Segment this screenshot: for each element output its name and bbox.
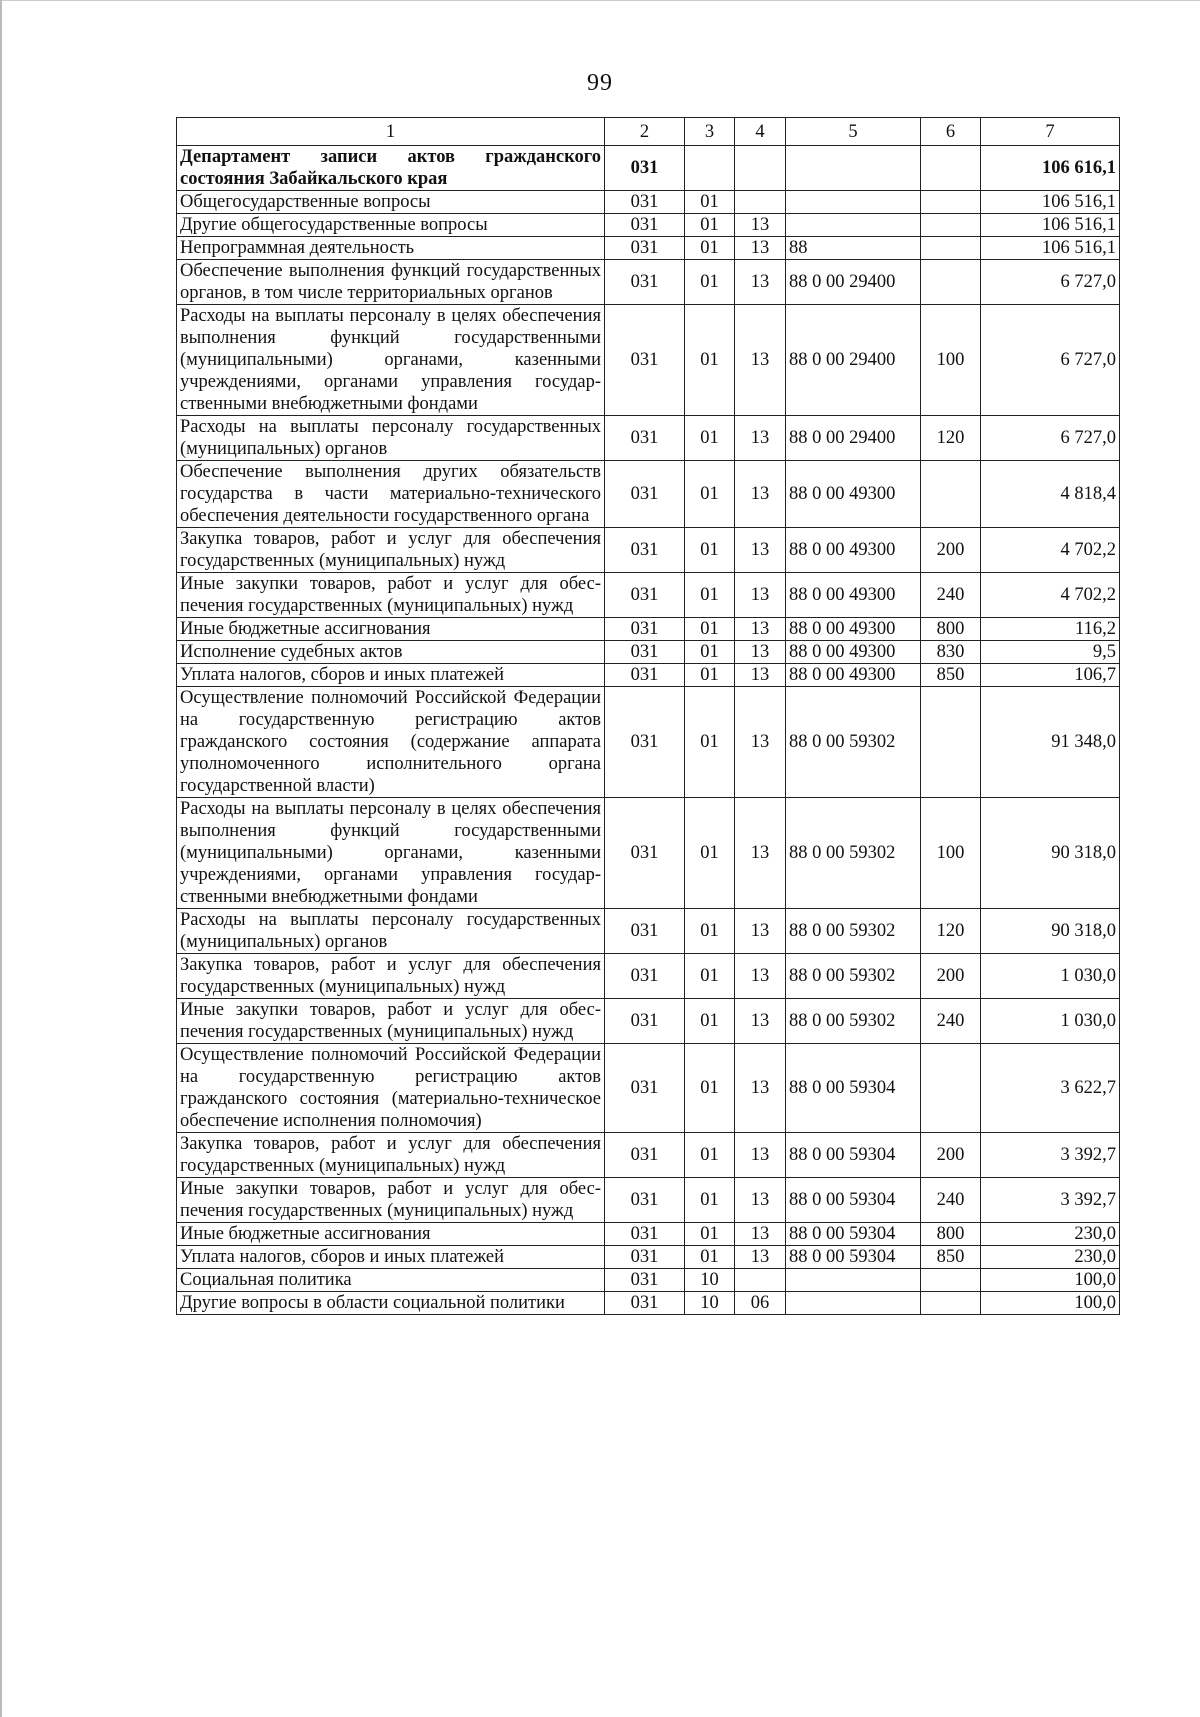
table-body bbox=[177, 146, 1120, 1315]
table-row bbox=[177, 618, 1120, 641]
row-name: Иные бюджетные ассигнования bbox=[177, 1223, 605, 1246]
row-section: 01 bbox=[685, 909, 735, 954]
row-expense-type: 850 bbox=[921, 664, 981, 687]
row-target-article: 88 0 00 29400 bbox=[786, 260, 921, 305]
row-admin-code: 031 bbox=[605, 1178, 685, 1223]
row-expense-type: 850 bbox=[921, 1246, 981, 1269]
row-expense-type: 240 bbox=[921, 573, 981, 618]
row-section bbox=[685, 146, 735, 191]
row-amount: 230,0 bbox=[981, 1223, 1120, 1246]
table-row bbox=[177, 416, 1120, 461]
table-row bbox=[177, 1044, 1120, 1133]
row-section: 01 bbox=[685, 954, 735, 999]
row-admin-code: 031 bbox=[605, 146, 685, 191]
row-admin-code: 031 bbox=[605, 305, 685, 416]
row-admin-code: 031 bbox=[605, 1044, 685, 1133]
row-name: Непрограммная деятельность bbox=[177, 237, 605, 260]
row-subsection: 13 bbox=[735, 999, 786, 1044]
table-row bbox=[177, 528, 1120, 573]
row-subsection: 13 bbox=[735, 305, 786, 416]
row-subsection: 13 bbox=[735, 641, 786, 664]
row-expense-type: 800 bbox=[921, 1223, 981, 1246]
row-name: Уплата налогов, сборов и иных платежей bbox=[177, 1246, 605, 1269]
row-name: Иные бюджетные ассигнования bbox=[177, 618, 605, 641]
row-admin-code: 031 bbox=[605, 191, 685, 214]
row-amount: 3 392,7 bbox=[981, 1133, 1120, 1178]
row-subsection: 06 bbox=[735, 1292, 786, 1315]
row-target-article: 88 0 00 59302 bbox=[786, 798, 921, 909]
row-subsection: 13 bbox=[735, 1246, 786, 1269]
row-subsection: 13 bbox=[735, 214, 786, 237]
row-amount: 106 516,1 bbox=[981, 191, 1120, 214]
row-name: Расходы на выплаты персоналу государственных (муниципальных) органов bbox=[177, 416, 605, 461]
row-expense-type: 200 bbox=[921, 528, 981, 573]
table-row bbox=[177, 1178, 1120, 1223]
row-subsection: 13 bbox=[735, 954, 786, 999]
row-section: 01 bbox=[685, 237, 735, 260]
row-target-article: 88 bbox=[786, 237, 921, 260]
row-target-article: 88 0 00 59302 bbox=[786, 999, 921, 1044]
row-admin-code: 031 bbox=[605, 528, 685, 573]
row-subsection: 13 bbox=[735, 1044, 786, 1133]
row-name: Закупка товаров, работ и услуг для обеспечения государственных (муниципальных) нужд bbox=[177, 954, 605, 999]
row-name: Обеспечение выполнения других обязательств государства в части материально-технического обеспечения деятельности государственного органа bbox=[177, 461, 605, 528]
table-row bbox=[177, 461, 1120, 528]
row-subsection: 13 bbox=[735, 687, 786, 798]
table-row bbox=[177, 1223, 1120, 1246]
row-subsection: 13 bbox=[735, 573, 786, 618]
row-amount: 230,0 bbox=[981, 1246, 1120, 1269]
row-subsection: 13 bbox=[735, 664, 786, 687]
row-expense-type: 100 bbox=[921, 798, 981, 909]
row-subsection bbox=[735, 1269, 786, 1292]
row-section: 01 bbox=[685, 191, 735, 214]
table-header-row bbox=[177, 118, 1120, 146]
row-section: 01 bbox=[685, 1246, 735, 1269]
row-expense-type: 240 bbox=[921, 999, 981, 1044]
row-admin-code: 031 bbox=[605, 1133, 685, 1178]
table-row bbox=[177, 214, 1120, 237]
page-top-edge bbox=[0, 0, 1200, 1]
row-name: Обеспечение выполнения функций государственных органов, в том числе территориальных органов bbox=[177, 260, 605, 305]
row-admin-code: 031 bbox=[605, 641, 685, 664]
row-name: Иные закупки товаров, работ и услуг для обеспечения государственных (муниципальных) нужд bbox=[177, 1178, 605, 1223]
row-amount: 4 702,2 bbox=[981, 573, 1120, 618]
row-name: Другие вопросы в области социальной политики bbox=[177, 1292, 605, 1315]
row-section: 01 bbox=[685, 999, 735, 1044]
row-expense-type bbox=[921, 191, 981, 214]
row-section: 01 bbox=[685, 305, 735, 416]
row-name: Другие общегосударственные вопросы bbox=[177, 214, 605, 237]
table-row bbox=[177, 573, 1120, 618]
row-admin-code: 031 bbox=[605, 909, 685, 954]
row-name: Иные закупки товаров, работ и услуг для обеспечения государственных (муниципальных) нужд bbox=[177, 999, 605, 1044]
row-subsection: 13 bbox=[735, 1223, 786, 1246]
row-amount: 6 727,0 bbox=[981, 260, 1120, 305]
row-name: Социальная политика bbox=[177, 1269, 605, 1292]
header-col-3: 3 bbox=[685, 118, 735, 146]
row-admin-code: 031 bbox=[605, 1246, 685, 1269]
row-section: 10 bbox=[685, 1292, 735, 1315]
row-section: 01 bbox=[685, 260, 735, 305]
row-amount: 3 622,7 bbox=[981, 1044, 1120, 1133]
header-col-1: 1 bbox=[177, 118, 605, 146]
row-amount: 91 348,0 bbox=[981, 687, 1120, 798]
row-subsection: 13 bbox=[735, 1178, 786, 1223]
row-section: 01 bbox=[685, 214, 735, 237]
row-admin-code: 031 bbox=[605, 260, 685, 305]
row-amount: 6 727,0 bbox=[981, 305, 1120, 416]
row-expense-type: 120 bbox=[921, 909, 981, 954]
table-row bbox=[177, 798, 1120, 909]
row-target-article: 88 0 00 49300 bbox=[786, 528, 921, 573]
table-row bbox=[177, 260, 1120, 305]
table-row bbox=[177, 146, 1120, 191]
row-amount: 1 030,0 bbox=[981, 954, 1120, 999]
row-admin-code: 031 bbox=[605, 214, 685, 237]
row-amount: 106,7 bbox=[981, 664, 1120, 687]
table-row bbox=[177, 191, 1120, 214]
row-target-article: 88 0 00 49300 bbox=[786, 573, 921, 618]
row-admin-code: 031 bbox=[605, 1223, 685, 1246]
table-row bbox=[177, 687, 1120, 798]
row-target-article: 88 0 00 59304 bbox=[786, 1178, 921, 1223]
row-amount: 4 818,4 bbox=[981, 461, 1120, 528]
row-subsection: 13 bbox=[735, 260, 786, 305]
row-admin-code: 031 bbox=[605, 618, 685, 641]
row-subsection: 13 bbox=[735, 909, 786, 954]
row-target-article: 88 0 00 29400 bbox=[786, 416, 921, 461]
row-target-article: 88 0 00 49300 bbox=[786, 461, 921, 528]
row-amount: 1 030,0 bbox=[981, 999, 1120, 1044]
row-admin-code: 031 bbox=[605, 664, 685, 687]
row-target-article bbox=[786, 1269, 921, 1292]
row-section: 10 bbox=[685, 1269, 735, 1292]
row-section: 01 bbox=[685, 687, 735, 798]
row-target-article: 88 0 00 59302 bbox=[786, 909, 921, 954]
row-subsection: 13 bbox=[735, 798, 786, 909]
row-name: Осуществление полномочий Российской Федерации на государственную регистрацию актов гражданского состояния (содержание аппарата уполномоченного исполнительного органа государственной власти) bbox=[177, 687, 605, 798]
row-subsection: 13 bbox=[735, 416, 786, 461]
row-name: Закупка товаров, работ и услуг для обеспечения государственных (муниципальных) нужд bbox=[177, 1133, 605, 1178]
row-subsection: 13 bbox=[735, 528, 786, 573]
row-amount: 106 516,1 bbox=[981, 214, 1120, 237]
row-expense-type bbox=[921, 1292, 981, 1315]
row-admin-code: 031 bbox=[605, 954, 685, 999]
row-amount: 9,5 bbox=[981, 641, 1120, 664]
row-expense-type: 800 bbox=[921, 618, 981, 641]
row-section: 01 bbox=[685, 461, 735, 528]
row-target-article: 88 0 00 59304 bbox=[786, 1044, 921, 1133]
row-expense-type bbox=[921, 1044, 981, 1133]
row-name: Исполнение судебных актов bbox=[177, 641, 605, 664]
row-subsection: 13 bbox=[735, 1133, 786, 1178]
header-col-4: 4 bbox=[735, 118, 786, 146]
row-expense-type: 200 bbox=[921, 1133, 981, 1178]
row-target-article: 88 0 00 49300 bbox=[786, 641, 921, 664]
table-row bbox=[177, 999, 1120, 1044]
row-admin-code: 031 bbox=[605, 1292, 685, 1315]
table-row bbox=[177, 305, 1120, 416]
row-name: Закупка товаров, работ и услуг для обеспечения государственных (муниципальных) нужд bbox=[177, 528, 605, 573]
row-target-article bbox=[786, 191, 921, 214]
row-subsection: 13 bbox=[735, 618, 786, 641]
row-name: Расходы на выплаты персоналу в целях обеспечения выполнения функций государственными (муниципальными) органами, казенными учреждениями, органами управления государственными внебюджетными фондами bbox=[177, 798, 605, 909]
table-row bbox=[177, 1292, 1120, 1315]
row-subsection: 13 bbox=[735, 237, 786, 260]
header-col-5: 5 bbox=[786, 118, 921, 146]
header-col-6: 6 bbox=[921, 118, 981, 146]
table-row bbox=[177, 664, 1120, 687]
row-section: 01 bbox=[685, 618, 735, 641]
row-section: 01 bbox=[685, 798, 735, 909]
row-expense-type bbox=[921, 687, 981, 798]
table-row bbox=[177, 641, 1120, 664]
row-name: Уплата налогов, сборов и иных платежей bbox=[177, 664, 605, 687]
row-target-article: 88 0 00 59304 bbox=[786, 1133, 921, 1178]
header-col-7: 7 bbox=[981, 118, 1120, 146]
row-expense-type bbox=[921, 1269, 981, 1292]
row-expense-type: 120 bbox=[921, 416, 981, 461]
row-amount: 100,0 bbox=[981, 1292, 1120, 1315]
page-left-edge bbox=[0, 0, 2, 1717]
row-expense-type bbox=[921, 214, 981, 237]
budget-table bbox=[176, 117, 1120, 1315]
row-admin-code: 031 bbox=[605, 416, 685, 461]
row-target-article: 88 0 00 59304 bbox=[786, 1223, 921, 1246]
header-col-2: 2 bbox=[605, 118, 685, 146]
row-amount: 100,0 bbox=[981, 1269, 1120, 1292]
row-section: 01 bbox=[685, 573, 735, 618]
row-subsection: 13 bbox=[735, 461, 786, 528]
row-expense-type: 240 bbox=[921, 1178, 981, 1223]
row-section: 01 bbox=[685, 641, 735, 664]
page-number: 99 bbox=[587, 70, 613, 96]
row-admin-code: 031 bbox=[605, 798, 685, 909]
row-name: Департамент записи актов гражданского состояния Забайкальского края bbox=[177, 146, 605, 191]
table-row bbox=[177, 954, 1120, 999]
row-target-article: 88 0 00 49300 bbox=[786, 664, 921, 687]
row-amount: 106 516,1 bbox=[981, 237, 1120, 260]
row-amount: 3 392,7 bbox=[981, 1178, 1120, 1223]
row-expense-type bbox=[921, 260, 981, 305]
table-row bbox=[177, 1246, 1120, 1269]
row-amount: 90 318,0 bbox=[981, 798, 1120, 909]
row-expense-type: 830 bbox=[921, 641, 981, 664]
row-target-article: 88 0 00 59302 bbox=[786, 954, 921, 999]
row-target-article: 88 0 00 29400 bbox=[786, 305, 921, 416]
row-admin-code: 031 bbox=[605, 687, 685, 798]
row-admin-code: 031 bbox=[605, 573, 685, 618]
table-row bbox=[177, 909, 1120, 954]
row-target-article bbox=[786, 214, 921, 237]
table-row bbox=[177, 237, 1120, 260]
row-section: 01 bbox=[685, 1044, 735, 1133]
table-row bbox=[177, 1269, 1120, 1292]
row-expense-type: 100 bbox=[921, 305, 981, 416]
row-admin-code: 031 bbox=[605, 1269, 685, 1292]
row-admin-code: 031 bbox=[605, 461, 685, 528]
row-section: 01 bbox=[685, 1223, 735, 1246]
row-amount: 106 616,1 bbox=[981, 146, 1120, 191]
row-name: Расходы на выплаты персоналу государственных (муниципальных) органов bbox=[177, 909, 605, 954]
row-subsection bbox=[735, 146, 786, 191]
row-target-article: 88 0 00 49300 bbox=[786, 618, 921, 641]
row-section: 01 bbox=[685, 1133, 735, 1178]
row-name: Осуществление полномочий Российской Федерации на государственную регистрацию актов гражданского состояния (материально-техническое обеспечение исполнения полномочия) bbox=[177, 1044, 605, 1133]
row-expense-type bbox=[921, 461, 981, 528]
row-subsection bbox=[735, 191, 786, 214]
row-amount: 4 702,2 bbox=[981, 528, 1120, 573]
row-section: 01 bbox=[685, 664, 735, 687]
row-amount: 116,2 bbox=[981, 618, 1120, 641]
row-target-article bbox=[786, 1292, 921, 1315]
table-row bbox=[177, 1133, 1120, 1178]
row-admin-code: 031 bbox=[605, 999, 685, 1044]
row-target-article bbox=[786, 146, 921, 191]
row-section: 01 bbox=[685, 528, 735, 573]
row-expense-type: 200 bbox=[921, 954, 981, 999]
row-name: Иные закупки товаров, работ и услуг для обеспечения государственных (муниципальных) нужд bbox=[177, 573, 605, 618]
row-section: 01 bbox=[685, 1178, 735, 1223]
row-name: Расходы на выплаты персоналу в целях обеспечения выполнения функций государственными (муниципальными) органами, казенными учреждениями, органами управления государственными внебюджетными фондами bbox=[177, 305, 605, 416]
row-target-article: 88 0 00 59302 bbox=[786, 687, 921, 798]
row-section: 01 bbox=[685, 416, 735, 461]
row-name: Общегосударственные вопросы bbox=[177, 191, 605, 214]
row-expense-type bbox=[921, 146, 981, 191]
row-admin-code: 031 bbox=[605, 237, 685, 260]
row-expense-type bbox=[921, 237, 981, 260]
row-amount: 6 727,0 bbox=[981, 416, 1120, 461]
row-target-article: 88 0 00 59304 bbox=[786, 1246, 921, 1269]
row-amount: 90 318,0 bbox=[981, 909, 1120, 954]
